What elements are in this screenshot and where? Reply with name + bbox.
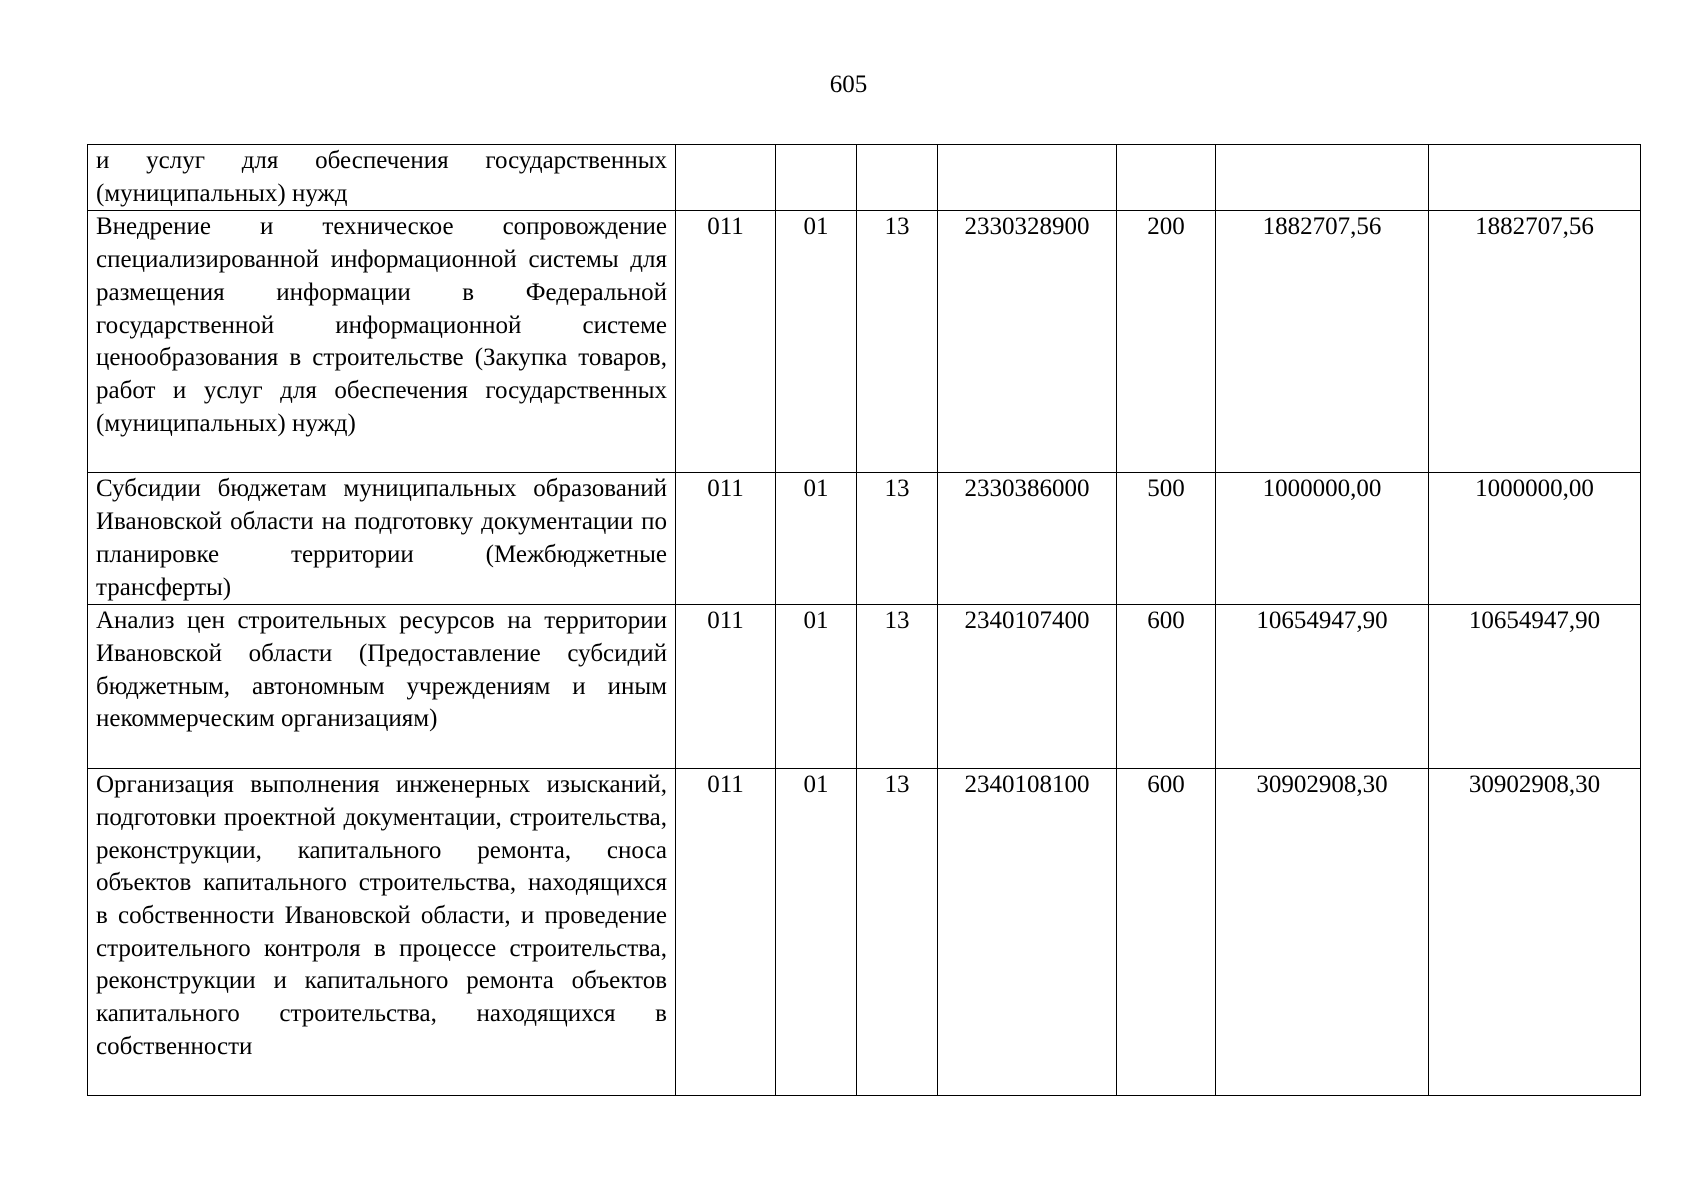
table-row [88,605,1641,769]
amount-1: 1000000,00 [1216,473,1429,605]
amount-1: 30902908,30 [1216,769,1429,1096]
ministry-code: 011 [676,605,776,769]
amount-2: 10654947,90 [1429,605,1641,769]
amount-1: 10654947,90 [1216,605,1429,769]
table-row [88,769,1641,1096]
section-code: 01 [776,605,857,769]
row-description: Анализ цен строительных ресурсов на территории Ивановской области (Предоставление субсидий бюджетным, автономным учреждениям и иным некоммерческим организациям) [88,605,676,769]
expense-type-code: 600 [1117,605,1216,769]
ministry-code: 011 [676,211,776,473]
subsection-code: 13 [857,605,938,769]
table-row [88,211,1641,473]
amount-2: 1000000,00 [1429,473,1641,605]
ministry-code: 011 [676,769,776,1096]
target-article-code: 2340107400 [938,605,1117,769]
row-description: Внедрение и техническое сопровождение специализированной информационной системы для размещения информации в Федеральной государственной информационной системе ценообразования в строительстве (Закупка товаров, работ и услуг для обеспечения государственных (муниципальных) нужд) [88,211,676,473]
section-code: 01 [776,473,857,605]
amount-1 [1216,145,1429,211]
target-article-code [938,145,1117,211]
subsection-code [857,145,938,211]
expense-type-code: 600 [1117,769,1216,1096]
table-row [88,145,1641,211]
row-description: Субсидии бюджетам муниципальных образований Ивановской области на подготовку документации по планировке территории (Межбюджетные трансферты) [88,473,676,605]
subsection-code: 13 [857,211,938,473]
expense-type-code [1117,145,1216,211]
amount-2: 1882707,56 [1429,211,1641,473]
table-row [88,473,1641,605]
budget-table [87,144,1641,1096]
expense-type-code: 500 [1117,473,1216,605]
page-number: 605 [829,71,868,98]
ministry-code [676,145,776,211]
section-code: 01 [776,211,857,473]
amount-1: 1882707,56 [1216,211,1429,473]
row-description: и услуг для обеспечения государственных (муниципальных) нужд [88,145,676,211]
amount-2 [1429,145,1641,211]
ministry-code: 011 [676,473,776,605]
target-article-code: 2340108100 [938,769,1117,1096]
target-article-code: 2330386000 [938,473,1117,605]
expense-type-code: 200 [1117,211,1216,473]
row-description: Организация выполнения инженерных изысканий, подготовки проектной документации, строительства, реконструкции, капитального ремонта, сноса объектов капитального строительства, находящихся в собственности Ивановской области, и проведение строительного контроля в процессе строительства, реконструкции и капитального ремонта объектов капитального строительства, находящихся в собственности [88,769,676,1096]
section-code [776,145,857,211]
subsection-code: 13 [857,473,938,605]
target-article-code: 2330328900 [938,211,1117,473]
amount-2: 30902908,30 [1429,769,1641,1096]
section-code: 01 [776,769,857,1096]
subsection-code: 13 [857,769,938,1096]
